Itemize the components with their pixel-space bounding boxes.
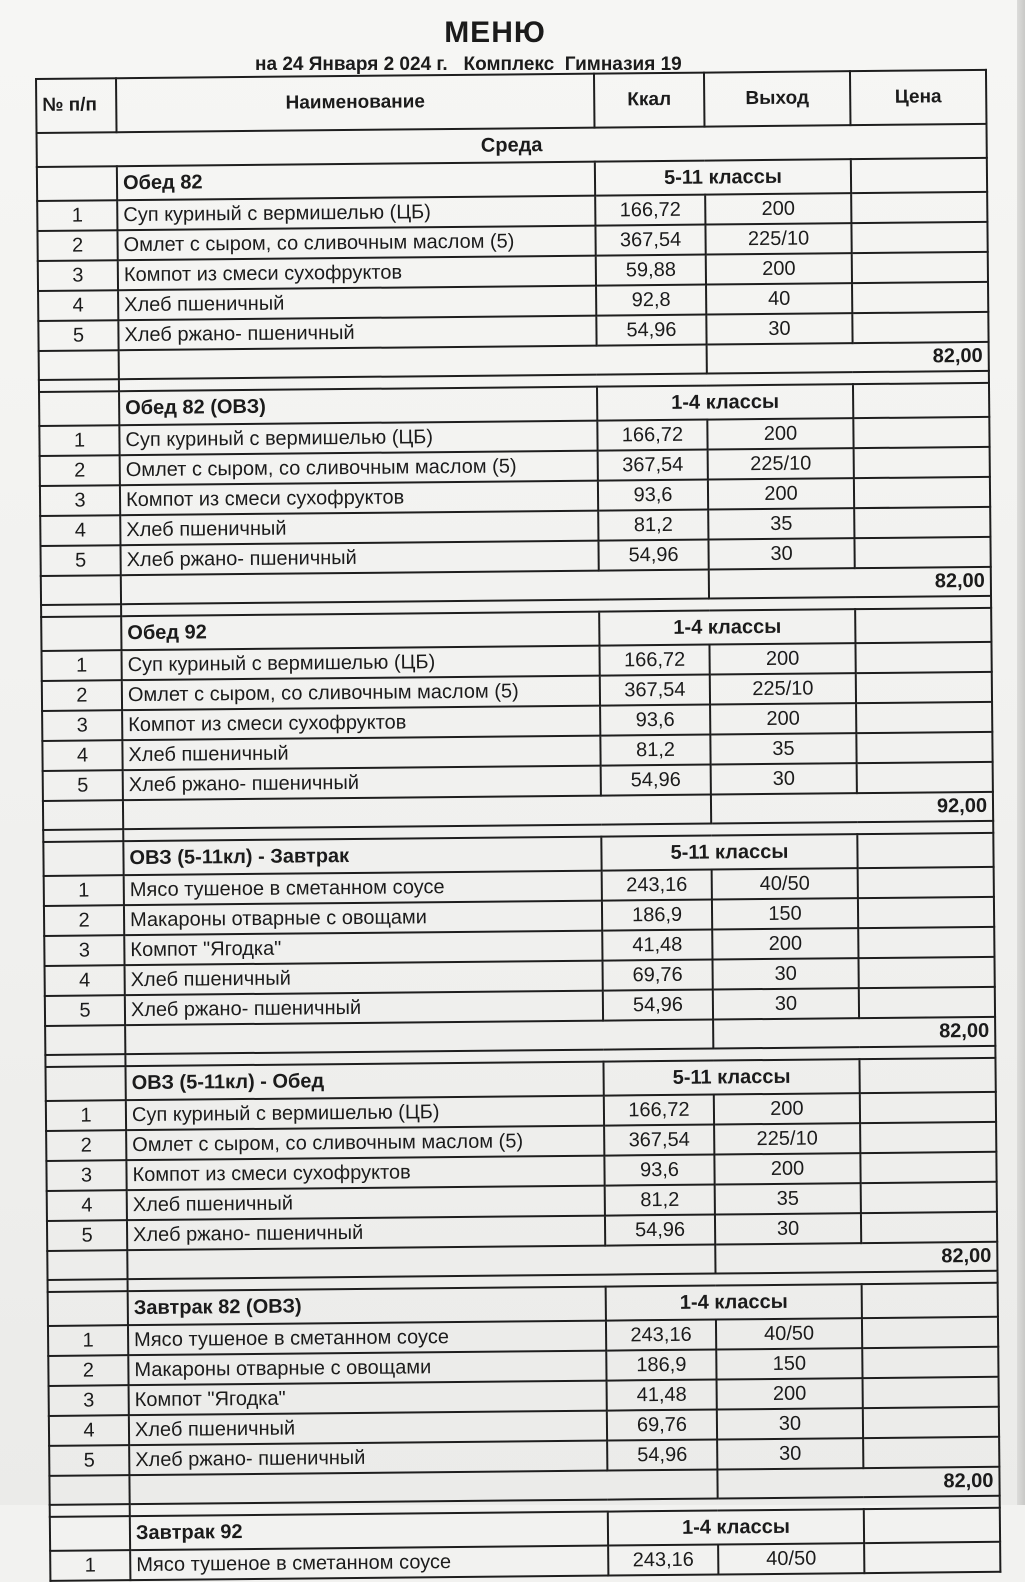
item-name: Хлеб пшеничный [129, 1411, 607, 1446]
item-price-cell [853, 417, 989, 448]
item-output: 200 [706, 253, 852, 284]
item-name: Омлет с сыром, со сливочным маслом (5) [117, 226, 595, 261]
section-price-cell [862, 1283, 998, 1318]
item-output: 225/10 [710, 673, 856, 704]
item-kcal: 92,8 [596, 285, 706, 316]
document-subtitle: на 24 Января 2 024 г. Комплекс Гимназия 19 [255, 54, 682, 75]
item-number: 5 [38, 320, 118, 351]
item-number: 1 [46, 1100, 126, 1131]
item-output: 40 [706, 283, 852, 314]
item-kcal: 54,96 [605, 1215, 715, 1246]
item-kcal: 367,54 [595, 225, 705, 256]
item-price-cell [856, 702, 992, 733]
section-number-cell [45, 1066, 125, 1101]
item-price-cell [862, 1317, 998, 1348]
item-price-cell [858, 897, 994, 928]
item-kcal: 54,96 [601, 765, 711, 796]
total-empty-cell [43, 800, 123, 830]
item-price-cell [855, 642, 991, 673]
item-price-cell [857, 762, 993, 793]
section-price: 82,00 [713, 1017, 995, 1049]
gap-number-cell [48, 1279, 128, 1292]
item-output: 40/50 [712, 868, 858, 899]
item-kcal: 186,9 [602, 900, 712, 931]
section-classes: 5-11 классы [603, 1059, 859, 1095]
item-number: 1 [42, 650, 122, 681]
total-empty-cell [41, 575, 121, 605]
section-price: 82,00 [709, 567, 991, 599]
item-name: Суп куриный с вермишелью (ЦБ) [119, 421, 597, 456]
item-price-cell [863, 1407, 999, 1438]
item-output: 225/10 [708, 448, 854, 479]
section-number-cell [41, 616, 121, 651]
item-price-cell [860, 1122, 996, 1153]
item-name: Компот из смеси сухофруктов [118, 256, 596, 291]
item-kcal: 54,96 [596, 315, 706, 346]
item-output: 225/10 [705, 223, 851, 254]
item-output: 30 [717, 1438, 863, 1469]
item-name: Хлеб пшеничный [125, 961, 603, 996]
section-number-cell [37, 166, 117, 201]
column-header-kcal: Ккал [594, 73, 705, 128]
item-name: Хлеб пшеничный [122, 736, 600, 771]
item-number: 4 [49, 1415, 129, 1446]
item-output: 200 [708, 478, 854, 509]
item-price-cell [851, 222, 987, 253]
gap-number-cell [45, 1054, 125, 1067]
item-price-cell [858, 867, 994, 898]
item-output: 40/50 [718, 1543, 864, 1574]
item-price-cell [861, 1182, 997, 1213]
item-name: Омлет с сыром, со сливочным маслом (5) [126, 1126, 604, 1161]
section-classes: 1-4 классы [608, 1509, 864, 1545]
item-kcal: 81,2 [605, 1185, 715, 1216]
gap-number-cell [43, 829, 123, 842]
paper-edge [1017, 0, 1025, 1505]
section-title: Обед 82 (ОВЗ) [119, 387, 597, 426]
item-number: 5 [49, 1445, 129, 1476]
item-number: 3 [42, 710, 122, 741]
section-classes: 1-4 классы [597, 384, 853, 420]
column-header-output: Выход [704, 71, 851, 126]
section-price-cell [855, 608, 991, 643]
total-empty-cell [45, 1025, 125, 1055]
item-number: 2 [37, 230, 117, 261]
item-price-cell [854, 507, 990, 538]
item-kcal: 243,16 [602, 870, 712, 901]
item-output: 35 [715, 1183, 861, 1214]
item-output: 200 [714, 1153, 860, 1184]
item-output: 200 [712, 928, 858, 959]
total-empty-cell [47, 1250, 127, 1280]
item-number: 5 [45, 995, 125, 1026]
item-number: 5 [43, 770, 123, 801]
item-kcal: 54,96 [603, 990, 713, 1021]
item-name: Хлеб ржано- пшеничный [120, 541, 598, 576]
item-number: 3 [38, 260, 118, 291]
table-header-row [36, 70, 986, 133]
item-kcal: 367,54 [600, 675, 710, 706]
section-title: Завтрак 82 (ОВЗ) [128, 1287, 606, 1326]
item-number: 4 [45, 965, 125, 996]
item-output: 30 [711, 763, 857, 794]
item-price-cell [854, 537, 990, 568]
item-kcal: 166,72 [604, 1095, 714, 1126]
item-number: 1 [44, 875, 124, 906]
item-price-cell [854, 447, 990, 478]
item-kcal: 81,2 [600, 735, 710, 766]
item-kcal: 59,88 [596, 255, 706, 286]
item-output: 30 [712, 958, 858, 989]
item-price-cell [859, 987, 995, 1018]
item-price-cell [854, 477, 990, 508]
item-number: 1 [48, 1325, 128, 1356]
item-kcal: 166,72 [599, 645, 709, 676]
menu-table-body [37, 124, 1001, 1581]
item-output: 200 [714, 1093, 860, 1124]
item-kcal: 166,72 [595, 195, 705, 226]
item-price-cell [858, 957, 994, 988]
section-title: Завтрак 92 [130, 1512, 608, 1551]
section-title: Обед 92 [121, 612, 599, 651]
item-name: Хлеб ржано- пшеничный [125, 991, 603, 1026]
section-title: ОВЗ (5-11кл) - Обед [125, 1062, 603, 1101]
item-price-cell [864, 1542, 1000, 1573]
item-name: Хлеб пшеничный [127, 1186, 605, 1221]
document-title: МЕНЮ [444, 16, 546, 49]
section-price: 82,00 [715, 1242, 997, 1274]
item-output: 200 [707, 418, 853, 449]
item-output: 40/50 [716, 1318, 862, 1349]
section-number-cell [50, 1516, 130, 1551]
item-name: Хлеб пшеничный [118, 286, 596, 321]
item-output: 225/10 [714, 1123, 860, 1154]
section-price-cell [851, 158, 987, 193]
item-price-cell [851, 192, 987, 223]
item-name: Компот из смеси сухофруктов [122, 706, 600, 741]
item-number: 1 [50, 1550, 130, 1581]
item-name: Суп куриный с вермишелью (ЦБ) [121, 646, 599, 681]
item-name: Хлеб ржано- пшеничный [127, 1216, 605, 1251]
item-number: 4 [42, 740, 122, 771]
item-price-cell [858, 927, 994, 958]
item-kcal: 69,76 [602, 960, 712, 991]
item-number: 4 [47, 1190, 127, 1221]
section-price: 82,00 [717, 1467, 999, 1499]
item-number: 2 [40, 455, 120, 486]
item-output: 30 [717, 1408, 863, 1439]
gap-number-cell [41, 604, 121, 617]
item-price-cell [862, 1347, 998, 1378]
item-kcal: 54,96 [598, 540, 708, 571]
item-number: 4 [40, 515, 120, 546]
item-name: Мясо тушеное в сметанном соусе [124, 871, 602, 906]
item-price-cell [863, 1377, 999, 1408]
section-price-cell [857, 833, 993, 868]
item-number: 5 [40, 545, 120, 576]
item-number: 2 [48, 1355, 128, 1386]
item-kcal: 41,48 [607, 1380, 717, 1411]
item-number: 3 [49, 1385, 129, 1416]
item-output: 30 [706, 313, 852, 344]
column-header-name: Наименование [116, 74, 594, 133]
item-name: Суп куриный с вермишелью (ЦБ) [126, 1096, 604, 1131]
item-kcal: 186,9 [606, 1350, 716, 1381]
column-header-price: Цена [850, 70, 987, 125]
item-name: Хлеб пшеничный [120, 511, 598, 546]
item-output: 200 [705, 193, 851, 224]
item-price-cell [860, 1152, 996, 1183]
item-kcal: 54,96 [607, 1440, 717, 1471]
item-number: 5 [47, 1220, 127, 1251]
item-kcal: 243,16 [606, 1320, 716, 1351]
item-name: Компот "Ягодка" [129, 1381, 607, 1416]
item-kcal: 243,16 [608, 1545, 718, 1576]
item-number: 1 [39, 425, 119, 456]
item-output: 30 [715, 1213, 861, 1244]
section-title: ОВЗ (5-11кл) - Завтрак [123, 837, 601, 876]
item-name: Хлеб ржано- пшеничный [123, 766, 601, 801]
item-output: 30 [708, 538, 854, 569]
section-price-cell [853, 383, 989, 418]
item-output: 150 [712, 898, 858, 929]
item-number: 2 [44, 905, 124, 936]
gap-number-cell [39, 379, 119, 392]
item-number: 3 [46, 1160, 126, 1191]
item-output: 200 [717, 1378, 863, 1409]
item-name: Омлет с сыром, со сливочным маслом (5) [122, 676, 600, 711]
item-price-cell [852, 252, 988, 283]
item-name: Хлеб ржано- пшеничный [118, 316, 596, 351]
section-number-cell [48, 1291, 128, 1326]
section-price-cell [859, 1058, 995, 1093]
gap-number-cell [50, 1504, 130, 1517]
day-label: Среда [37, 124, 987, 167]
section-price-cell [864, 1508, 1000, 1543]
item-name: Макароны отварные с овощами [124, 901, 602, 936]
column-header-number: № п/п [36, 78, 117, 133]
item-number: 2 [46, 1130, 126, 1161]
item-output: 150 [716, 1348, 862, 1379]
section-classes: 5-11 классы [595, 159, 851, 195]
item-output: 200 [710, 703, 856, 734]
section-number-cell [39, 391, 119, 426]
item-price-cell [861, 1212, 997, 1243]
section-price: 92,00 [711, 792, 993, 824]
item-output: 30 [713, 988, 859, 1019]
item-name: Компот "Ягодка" [124, 931, 602, 966]
item-kcal: 81,2 [598, 510, 708, 541]
section-price: 82,00 [707, 342, 989, 374]
item-number: 2 [42, 680, 122, 711]
item-name: Суп куриный с вермишелью (ЦБ) [117, 196, 595, 231]
item-name: Хлеб ржано- пшеничный [129, 1441, 607, 1476]
item-number: 4 [38, 290, 118, 321]
item-output: 200 [709, 643, 855, 674]
item-kcal: 367,54 [604, 1125, 714, 1156]
item-price-cell [852, 282, 988, 313]
section-title: Обед 82 [117, 162, 595, 201]
item-name: Компот из смеси сухофруктов [126, 1156, 604, 1191]
section-classes: 1-4 классы [606, 1284, 862, 1320]
item-number: 3 [40, 485, 120, 516]
item-kcal: 166,72 [597, 420, 707, 451]
item-name: Мясо тушеное в сметанном соусе [128, 1321, 606, 1356]
item-number: 1 [37, 200, 117, 231]
item-name: Компот из смеси сухофруктов [120, 481, 598, 516]
item-output: 35 [708, 508, 854, 539]
total-empty-cell [39, 350, 119, 380]
section-classes: 1-4 классы [599, 609, 855, 645]
total-empty-cell [49, 1475, 129, 1505]
item-kcal: 69,76 [607, 1410, 717, 1441]
item-kcal: 93,6 [600, 705, 710, 736]
item-name: Омлет с сыром, со сливочным маслом (5) [120, 451, 598, 486]
item-kcal: 93,6 [598, 480, 708, 511]
item-kcal: 41,48 [602, 930, 712, 961]
item-price-cell [863, 1437, 999, 1468]
item-price-cell [852, 312, 988, 343]
item-kcal: 367,54 [598, 450, 708, 481]
menu-table [35, 69, 1001, 1582]
item-number: 3 [44, 935, 124, 966]
item-price-cell [860, 1092, 996, 1123]
item-name: Макароны отварные с овощами [128, 1351, 606, 1386]
item-name: Мясо тушеное в сметанном соусе [130, 1546, 608, 1581]
item-price-cell [856, 732, 992, 763]
item-kcal: 93,6 [604, 1155, 714, 1186]
item-output: 35 [710, 733, 856, 764]
section-number-cell [43, 841, 123, 876]
section-classes: 5-11 классы [601, 834, 857, 870]
item-price-cell [856, 672, 992, 703]
